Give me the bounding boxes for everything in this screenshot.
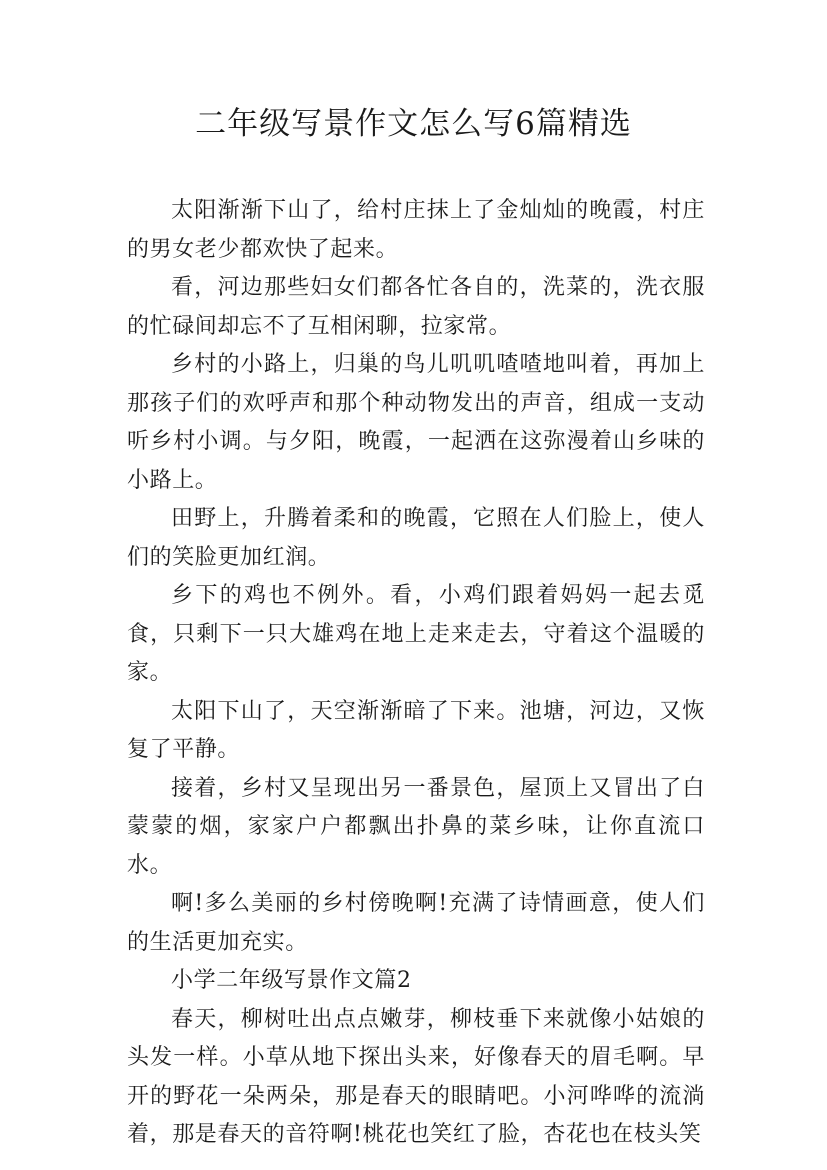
paragraph: 看，河边那些妇女们都各忙各自的，洗菜的，洗衣服的忙碌间却忘不了互相闲聊，拉家常。 [127, 275, 705, 339]
paragraph: 啊!多么美丽的乡村傍晚啊!充满了诗情画意，使人们的生活更加充实。 [127, 891, 705, 955]
paragraph: 接着，乡村又呈现出另一番景色，屋顶上又冒出了白蒙蒙的烟，家家户户都飘出扑鼻的菜乡味，让你直流口水。 [127, 775, 705, 878]
page-title: 二年级写景作文怎么写6篇精选 [195, 106, 632, 142]
paragraph: 春天，柳树吐出点点嫩芽，柳枝垂下来就像小姑娘的头发一样。小草从地下探出头来，好像春天的眉毛啊。早开的野花一朵两朵，那是春天的眼睛吧。小河哗哗的流淌着，那是春天的音符啊!桃花也笑红了脸，杏花也在枝头笑 [127, 1006, 705, 1147]
paragraph: 田野上，升腾着柔和的晚霞，它照在人们脸上，使人们的笑脸更加红润。 [127, 506, 705, 570]
paragraph: 乡下的鸡也不例外。看，小鸡们跟着妈妈一起去觅食，只剩下一只大雄鸡在地上走来走去，守着这个温暖的家。 [127, 583, 705, 685]
section-heading: 小学二年级写景作文篇2 [171, 968, 412, 993]
paragraph: 太阳下山了，天空渐渐暗了下来。池塘，河边，又恢复了平静。 [127, 698, 705, 762]
paragraph: 乡村的小路上，归巢的鸟儿叽叽喳喳地叫着，再加上那孩子们的欢呼声和那个种动物发出的声音，组成一支动听乡村小调。与夕阳，晚霞，一起洒在这弥漫着山乡味的小路上。 [127, 352, 705, 493]
paragraph: 太阳渐渐下山了，给村庄抹上了金灿灿的晚霞，村庄的男女老少都欢快了起来。 [127, 198, 705, 262]
article-body [127, 192, 705, 1155]
